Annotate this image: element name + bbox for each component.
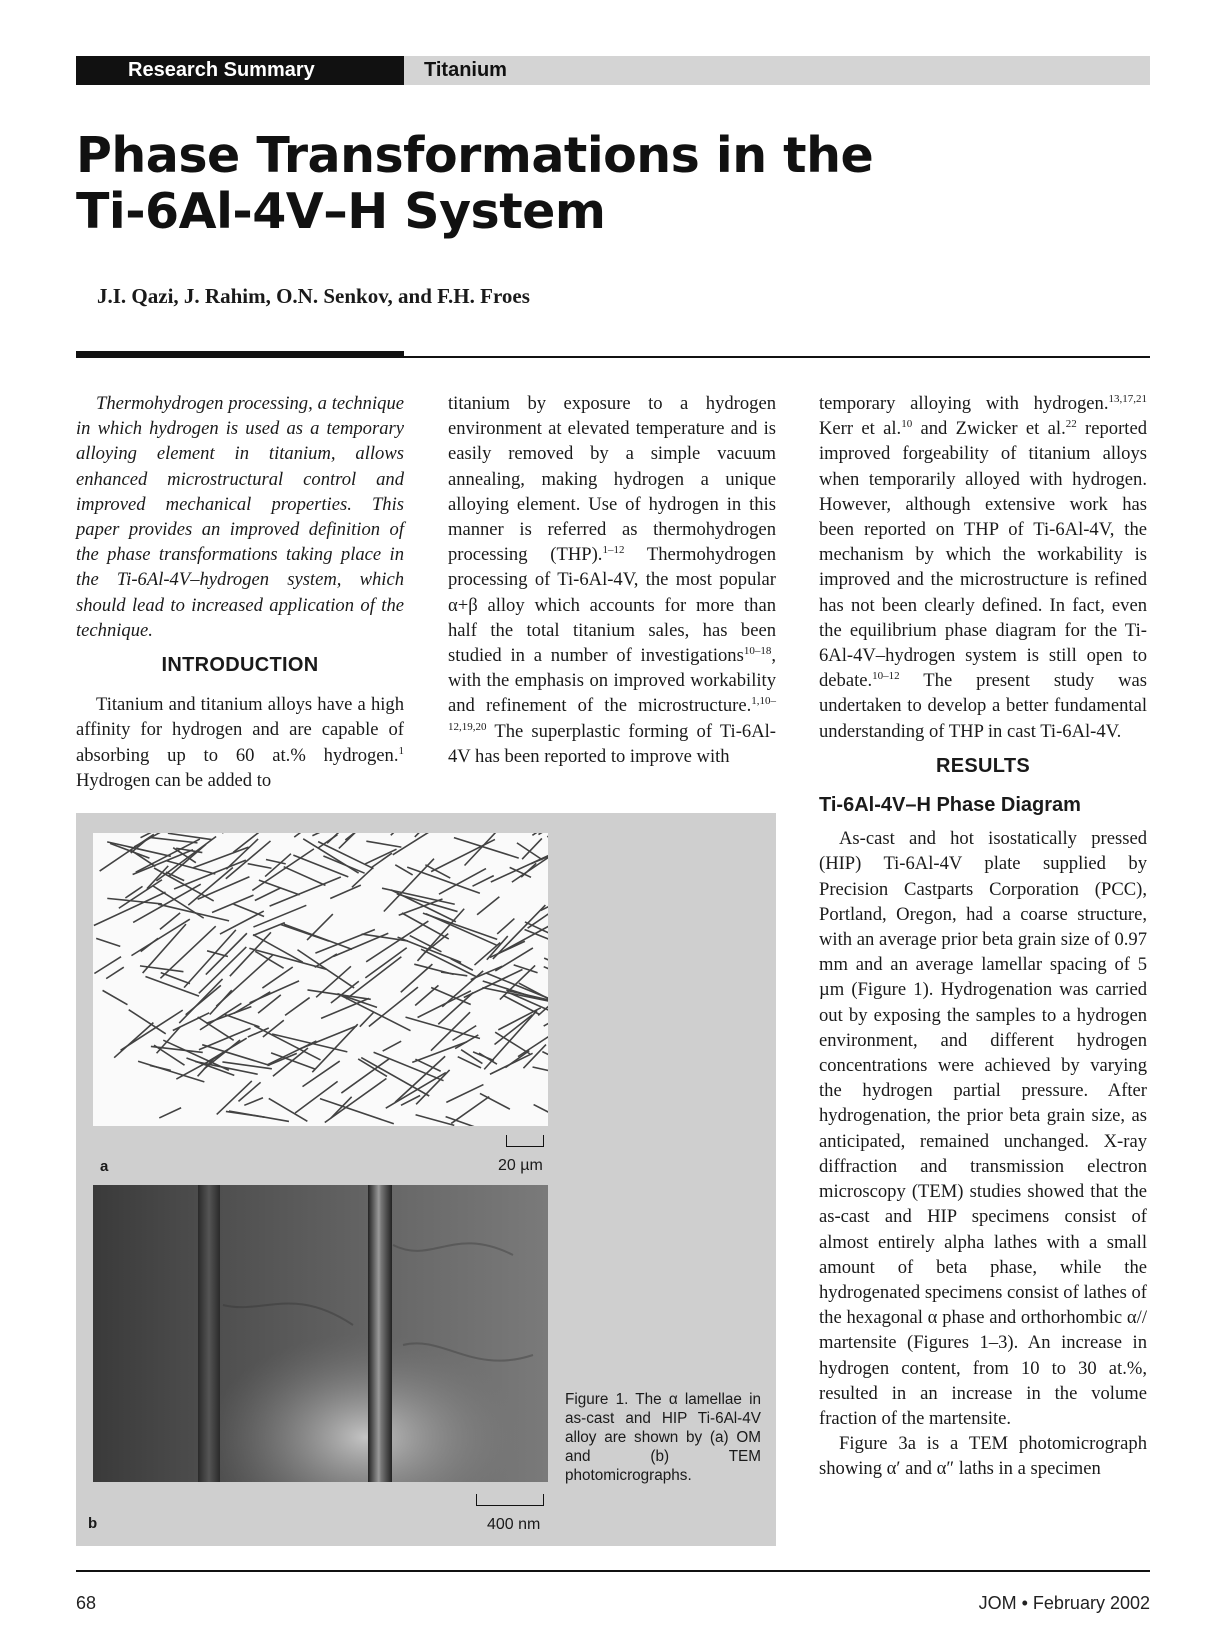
- lamella-stroke: [160, 926, 215, 978]
- lamella-stroke: [131, 919, 189, 955]
- lamellae-texture: [93, 833, 548, 1126]
- lamella-stroke: [395, 865, 412, 875]
- lamella-stroke: [269, 1098, 308, 1121]
- intro-text: reported improved forgeability of titanium alloys when temporarily alloyed with hydrogen. However, although extensive work has been reported on THP of Ti-6Al-4V, the mechanism by which the workability is improved and the microstructure is refined has not been clearly defined. In fact, even the equilibrium phase diagram for the Ti-6Al-4V–hydrogen system is still open to debate.: [819, 418, 1147, 692]
- lamella-stroke: [361, 1058, 429, 1096]
- topic-banner: [404, 56, 1150, 85]
- lamella-stroke: [150, 837, 198, 842]
- results-subheading: Ti-6Al-4V–H Phase Diagram: [819, 794, 1081, 817]
- abstract: Thermohydrogen processing, a technique in which hydrogen is used as a temporary alloying element in titanium, allows enhanced microstructural control and improved mechanical properties. This paper provides an improved definition of the phase transformations taking place in the Ti-6Al-4V–hydrogen system, which should lead to increased application of the technique.: [76, 393, 404, 641]
- lamella-stroke: [238, 1082, 260, 1101]
- lamella-stroke: [307, 914, 333, 940]
- lamella-stroke: [106, 967, 124, 978]
- lamella-stroke: [107, 898, 162, 904]
- lamella-stroke: [534, 1105, 548, 1126]
- column-3: [819, 391, 1147, 1482]
- lamella-stroke: [331, 1097, 352, 1118]
- intro-text: and Zwicker et al.: [912, 418, 1066, 440]
- lamella-stroke: [315, 929, 374, 953]
- lamella-stroke: [544, 967, 548, 985]
- figure-1-caption: Figure 1. The α lamellae in as-cast and HIP Ti-6Al-4V alloy are shown by (a) OM and (b) TEM photomicrographs.: [565, 1391, 761, 1484]
- lamella-stroke: [248, 864, 272, 869]
- column-2: [448, 391, 776, 769]
- lamella-stroke: [143, 924, 186, 973]
- citation: 22: [1065, 418, 1077, 431]
- results-paragraph-1: As-cast and hot isostatically pressed (HIP) Ti-6Al-4V plate supplied by Precision Castparts Corporation (PCC), Portland, Oregon, had a coarse structure, with an average prior beta grain size of 0.97 mm and an average lamellar spacing of 5 µm (Figure 1). Hydrogenation was carried out by exposing the samples to a hydrogen environment, and different hydrogen concentrations were achieved by varying the hydrogen partial pressure. After hydrogenation, the prior beta grain size, as anticipated, remained unchanged. X-ray diffraction and transmission electron microscopy (TEM) studies showed that the as-cast and HIP specimens consist of almost entirely alpha lathes with a small amount of beta phase, while the hydrogenated specimens consist of lathes of the hexagonal α phase and orthorhombic α// martensite (Figures 1–3). An increase in hydrogen content, from 10 to 30 at.%, resulted in an increase in the volume fraction of the martensite.: [819, 828, 1147, 1429]
- lamella-stroke: [217, 1081, 252, 1115]
- results-paragraph-2: Figure 3a is a TEM photomicrograph showing α′ and α″ laths in a specimen: [819, 1433, 1147, 1480]
- section-banner: [76, 56, 404, 85]
- intro-text: temporary alloying with hydrogen.: [819, 393, 1109, 414]
- lamella-stroke: [480, 1093, 510, 1109]
- panel-b-label: b: [88, 1515, 98, 1532]
- results-heading: RESULTS: [936, 754, 1030, 777]
- lamella-stroke: [538, 833, 548, 835]
- topic-label: Titanium: [424, 59, 507, 81]
- lamella-stroke: [473, 876, 494, 887]
- lamella-stroke: [398, 937, 462, 962]
- journal-info: JOM • February 2002: [978, 1593, 1150, 1613]
- introduction-heading: INTRODUCTION: [161, 654, 319, 677]
- lamella-stroke: [547, 833, 548, 837]
- lamella-stroke: [542, 1052, 548, 1061]
- lamella-stroke: [544, 1011, 548, 1026]
- lamella-stroke: [484, 1010, 537, 1069]
- lamella-stroke: [270, 877, 341, 906]
- lamella-stroke: [125, 886, 142, 898]
- scale-b-label: 400 nm: [487, 1516, 541, 1533]
- lamella-stroke: [259, 880, 300, 895]
- intro-text: Kerr et al.: [819, 418, 902, 440]
- lamella-stroke: [339, 833, 374, 848]
- lamella-stroke: [284, 867, 326, 886]
- lamella-stroke: [384, 859, 434, 912]
- lamella-stroke: [446, 1085, 483, 1103]
- lamella-stroke: [272, 1034, 347, 1052]
- lamella-stroke: [234, 904, 265, 916]
- tem-texture: [93, 1185, 548, 1482]
- intro-paragraph-start: [76, 692, 404, 793]
- lamella-stroke: [320, 1099, 394, 1124]
- lamella-stroke: [315, 954, 337, 967]
- intro-paragraph-end: [819, 391, 1147, 744]
- lamella-stroke: [255, 888, 280, 900]
- title-line-1: Phase Transformations in the: [76, 127, 874, 184]
- lamella-stroke: [365, 948, 406, 978]
- lamella-stroke: [253, 935, 303, 963]
- intro-text: , with the emphasis on improved workability and refinement of the microstructure.: [448, 645, 776, 717]
- lamella-stroke: [358, 1059, 387, 1077]
- lamella-stroke: [159, 1108, 181, 1118]
- lamella-stroke: [100, 834, 154, 871]
- lamella-stroke: [415, 1059, 440, 1071]
- intro-text: The superplastic forming of Ti-6Al-4V has been reported to improve with: [448, 720, 776, 767]
- lamella-stroke: [138, 1061, 204, 1082]
- page-number: 68: [76, 1593, 97, 1613]
- lamella-stroke: [244, 1098, 263, 1106]
- lamella-stroke: [465, 833, 504, 866]
- lamella-stroke: [415, 833, 443, 837]
- lamella-stroke: [518, 1034, 548, 1057]
- intro-text: Thermohydrogen processing of Ti-6Al-4V, the most popular α+β alloy which accounts for more than half the total titanium sales, has been studied in a number of investigations: [448, 544, 776, 667]
- lamella-stroke: [337, 994, 377, 1008]
- lamella-stroke: [451, 959, 473, 971]
- lamella-stroke: [174, 860, 246, 889]
- citation: 13,17,21: [1108, 392, 1147, 405]
- lamella-stroke: [284, 924, 352, 949]
- lamella-stroke: [94, 892, 166, 925]
- citation: 1,10–12,19,20: [448, 695, 776, 733]
- citation: 10–12: [872, 670, 900, 683]
- lamella-stroke: [341, 1059, 388, 1093]
- intro-text-cont: Hydrogen can be added to: [76, 769, 272, 791]
- intro-text: titanium by exposure to a hydrogen environment at elevated temperature and is easily removed by a simple vacuum annealing, making hydrogen a unique alloying element. Use of hydrogen in this manner is referred as thermohydrogen processing (THP).: [448, 393, 776, 566]
- lamella-stroke: [431, 987, 471, 1004]
- lamella-stroke: [424, 934, 448, 954]
- tem-micrograph-image: [93, 1185, 548, 1482]
- lamella-stroke: [200, 1003, 241, 1030]
- column-1: [76, 391, 404, 793]
- optical-micrograph-image: [93, 833, 548, 1126]
- lamella-stroke: [416, 1115, 455, 1126]
- lamella-stroke: [295, 1081, 338, 1113]
- lamella-stroke: [391, 833, 418, 835]
- intro-paragraph-middle: [448, 391, 776, 769]
- lamella-stroke: [458, 1057, 481, 1068]
- scale-bar-b: [476, 1494, 544, 1506]
- lamella-stroke: [267, 1053, 296, 1065]
- lamella-stroke: [285, 998, 310, 1016]
- lamella-stroke: [168, 833, 212, 839]
- lamella-stroke: [273, 1048, 308, 1076]
- lamella-stroke: [366, 921, 428, 962]
- lamella-stroke: [252, 849, 314, 891]
- section-label: Research Summary: [128, 59, 315, 81]
- lamella-stroke: [303, 1061, 340, 1087]
- lamella-stroke: [533, 1067, 548, 1075]
- lamella-stroke: [103, 990, 128, 1004]
- lamella-stroke: [431, 1012, 470, 1050]
- scale-bar-a: [506, 1135, 544, 1147]
- citation: 10: [901, 418, 913, 431]
- lamella-stroke: [346, 957, 401, 999]
- lamella-stroke: [407, 867, 480, 893]
- article-title: [76, 128, 1076, 240]
- citation: 1: [398, 744, 404, 757]
- panel-a-label: a: [100, 1158, 109, 1175]
- author-list: J.I. Qazi, J. Rahim, O.N. Senkov, and F.H. Froes: [97, 284, 530, 308]
- citation: 10–18: [743, 644, 772, 657]
- title-line-2: Ti-6Al-4V–H System: [76, 183, 606, 240]
- lamella-stroke: [366, 841, 401, 847]
- lamella-stroke: [412, 1042, 467, 1063]
- citation: 1–12: [602, 544, 625, 557]
- lamella-stroke: [517, 843, 543, 860]
- lamella-stroke: [383, 1041, 401, 1051]
- lamella-stroke: [293, 855, 348, 877]
- lamella-stroke: [330, 885, 361, 898]
- lamella-stroke: [303, 839, 358, 873]
- title-rule-thick: [76, 351, 404, 358]
- lamella-stroke: [225, 1014, 260, 1026]
- lamella-stroke: [395, 1056, 445, 1102]
- lamella-stroke: [451, 1097, 489, 1124]
- intro-text: The present study was undertaken to develop a better fundamental understanding of THP in cast Ti-6Al-4V.: [819, 670, 1147, 742]
- lamella-stroke: [461, 1050, 482, 1064]
- lamella-stroke: [497, 919, 514, 934]
- lamella-stroke: [222, 1062, 271, 1069]
- lamella-stroke: [477, 897, 499, 915]
- scale-a-label: 20 µm: [498, 1157, 543, 1174]
- lamella-stroke: [193, 847, 248, 868]
- lamella-stroke: [402, 913, 449, 939]
- lamella-stroke: [544, 958, 548, 985]
- intro-text: Titanium and titanium alloys have a high affinity for hydrogen and are capable of absorbing up to 60 at.% hydrogen.: [76, 694, 404, 766]
- lamella-stroke: [423, 913, 497, 939]
- title-rule-thin: [404, 356, 1150, 358]
- lamella-stroke: [230, 932, 271, 976]
- footer-rule: [76, 1570, 1150, 1572]
- lamella-stroke: [96, 938, 120, 946]
- lamella-stroke: [114, 1023, 153, 1058]
- lamella-stroke: [294, 833, 348, 837]
- lamella-stroke: [198, 877, 250, 899]
- lamella-stroke: [425, 865, 450, 878]
- lamella-stroke: [226, 1111, 265, 1117]
- lamella-stroke: [393, 833, 449, 855]
- lamella-stroke: [184, 930, 236, 988]
- lamella-stroke: [414, 964, 453, 974]
- lamella-stroke: [129, 1010, 166, 1034]
- lamella-stroke: [156, 836, 216, 880]
- lamella-stroke: [415, 985, 438, 1005]
